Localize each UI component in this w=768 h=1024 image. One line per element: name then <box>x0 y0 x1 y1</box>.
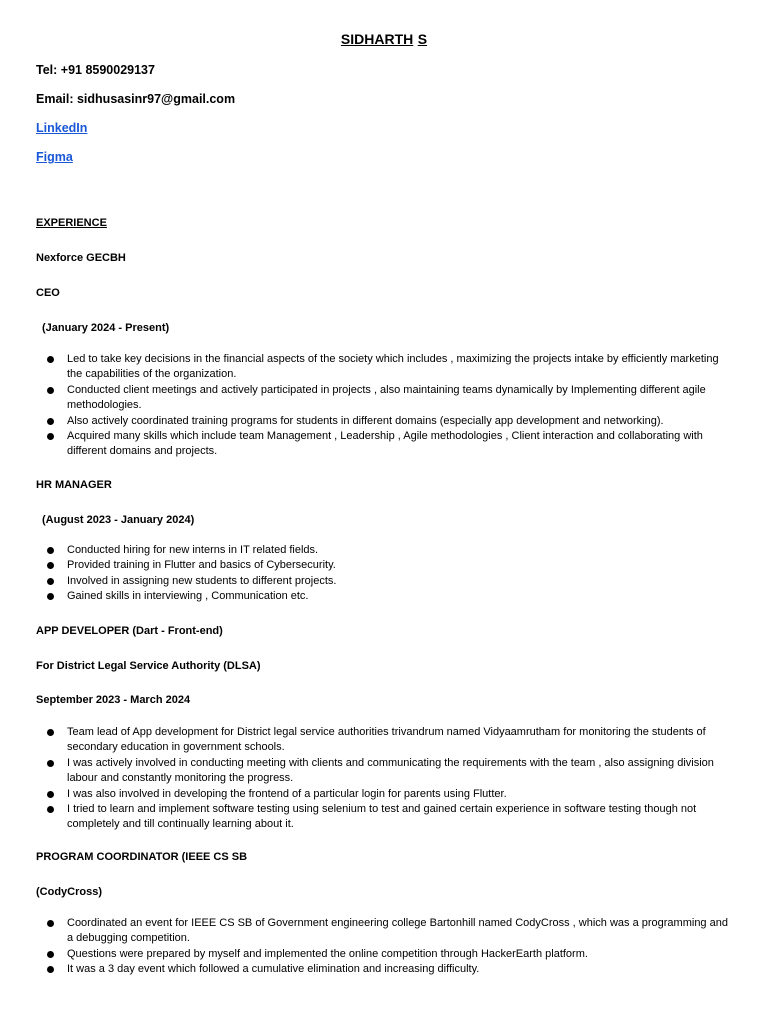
role-org-codycross: (CodyCross) <box>36 886 103 898</box>
list-item: Gained skills in interviewing , Communication etc. <box>44 589 736 604</box>
list-item: Also actively coordinated training programs for students in different domains (especially app development and networking). <box>44 414 736 429</box>
list-item: Involved in assigning new students to different projects. <box>44 574 736 589</box>
hr-bullet-list <box>44 543 736 605</box>
role-title-app-developer: APP DEVELOPER (Dart - Front-end) <box>36 625 223 637</box>
list-item: I tried to learn and implement software testing using selenium to test and gained certain experience in software testing though not completely and till continually learning about it. <box>44 802 736 833</box>
role-title-hr-manager: HR MANAGER <box>36 479 112 491</box>
resume-name-line <box>0 31 768 49</box>
role-period-hr-manager: (August 2023 - January 2024) <box>42 514 195 526</box>
role-period-app-developer: September 2023 - March 2024 <box>36 694 191 706</box>
role-title-ceo: CEO <box>36 287 60 299</box>
experience-heading: EXPERIENCE <box>36 217 107 229</box>
phone-number: Tel: +91 8590029137 <box>36 63 155 77</box>
role-title-program-coordinator: PROGRAM COORDINATOR (IEEE CS SB <box>36 851 248 863</box>
list-item: Questions were prepared by myself and implemented the online competition through HackerEarth platform. <box>44 947 736 962</box>
list-item: Conducted client meetings and actively participated in projects , also maintaining teams dynamically by Implementing different agile methodologies. <box>44 383 736 414</box>
list-item: Led to take key decisions in the financial aspects of the society which includes , maximizing the projects intake by efficiently marketing the capabilities of the organization. <box>44 352 736 383</box>
list-item: Coordinated an event for IEEE CS SB of Government engineering college Bartonhill named CodyCross , which was a programming and a debugging competition. <box>44 916 736 947</box>
coordinator-bullet-list <box>44 916 736 978</box>
email-address: Email: sidhusasinr97@gmail.com <box>36 92 236 106</box>
app-dev-bullet-list <box>44 725 736 833</box>
linkedin-link[interactable]: LinkedIn <box>36 121 88 135</box>
org-nexforce: Nexforce GECBH <box>36 252 126 264</box>
candidate-last-name: S <box>417 31 428 47</box>
list-item: Team lead of App development for District legal service authorities trivandrum named Vidyaamrutham for monitoring the students of secondary education in government schools. <box>44 725 736 756</box>
list-item: It was a 3 day event which followed a cumulative elimination and increasing difficulty. <box>44 962 736 977</box>
list-item: I was actively involved in conducting meeting with clients and communicating the requirements with the team , also assigning division labour and constantly monitoring the progress. <box>44 756 736 787</box>
list-item: Conducted hiring for new interns in IT related fields. <box>44 543 736 558</box>
list-item: I was also involved in developing the frontend of a particular login for parents using Flutter. <box>44 787 736 802</box>
list-item: Provided training in Flutter and basics of Cybersecurity. <box>44 558 736 573</box>
role-org-dlsa: For District Legal Service Authority (DLSA) <box>36 660 261 672</box>
candidate-first-name: SIDHARTH <box>340 31 414 47</box>
list-item: Acquired many skills which include team Management , Leadership , Agile methodologies , Client interaction and collaborating with different domains and projects. <box>44 429 736 460</box>
figma-link[interactable]: Figma <box>36 150 73 164</box>
ceo-bullet-list <box>44 352 736 460</box>
role-period-ceo: (January 2024 - Present) <box>42 322 170 334</box>
